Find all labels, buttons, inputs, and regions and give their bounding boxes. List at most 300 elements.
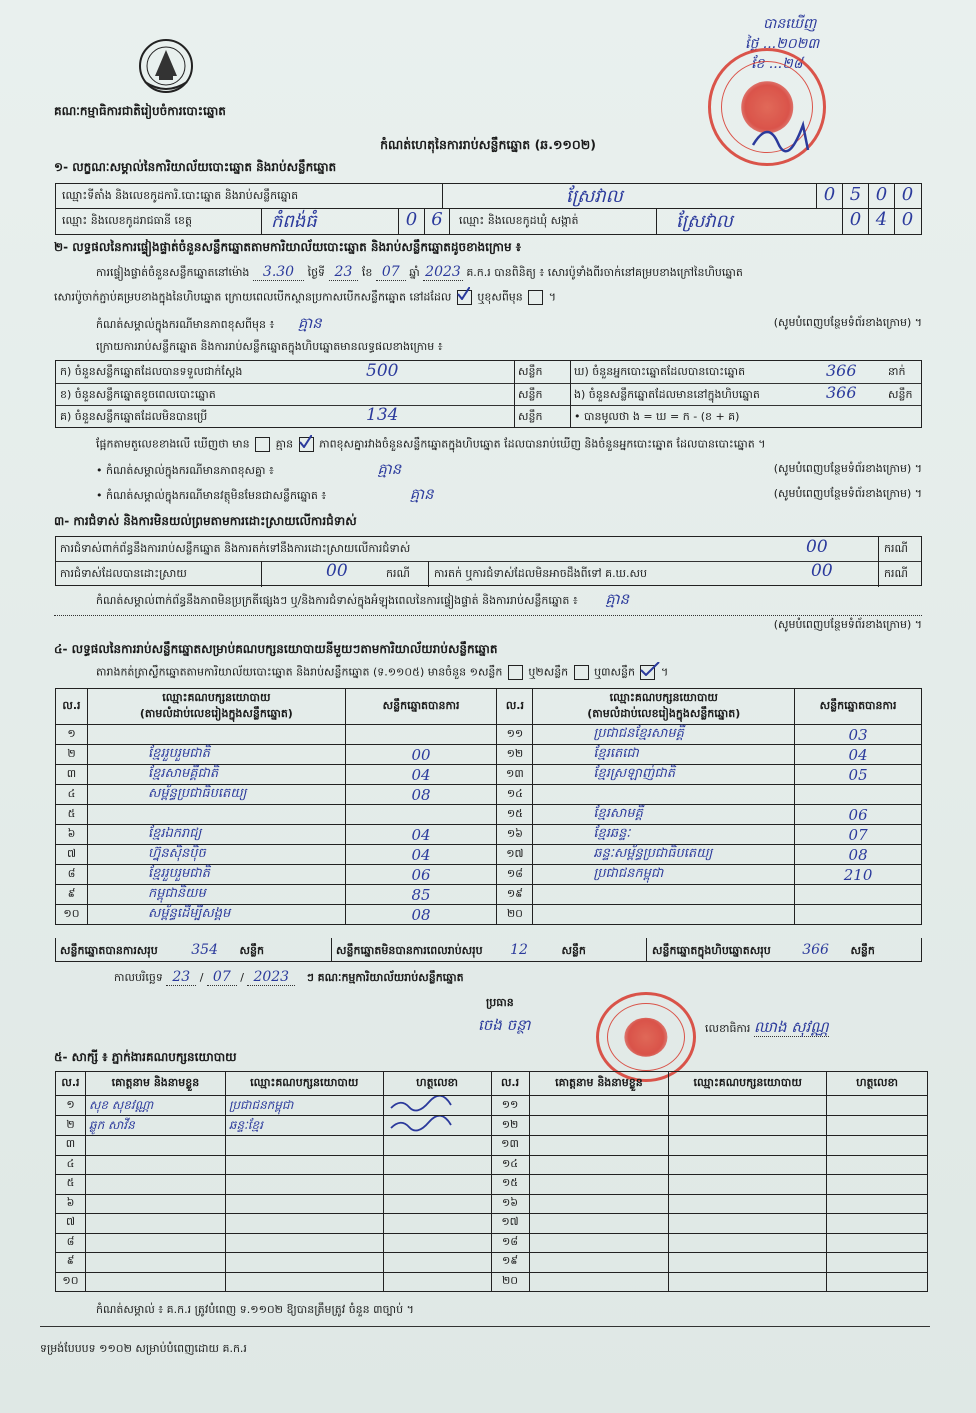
table-row	[56, 765, 922, 785]
has-diff-checkbox[interactable]	[255, 437, 270, 452]
witness-party	[669, 1116, 827, 1136]
commune-code-digit: 0	[842, 209, 868, 234]
objection-row1-value: 00	[806, 537, 828, 557]
footer-form-code: ទម្រង់បែបបទ ១១០២ សម្រាប់បំពេញដោយ គ.ក.រ	[40, 1342, 247, 1355]
witness-party	[669, 1253, 827, 1273]
party-name: កម្ពុជានិយម	[87, 885, 345, 905]
counted-intro: ក្រោយការរាប់សន្លឹកឆ្នោត និងការរាប់សន្លឹកឆ្នោតក្នុងហិបឆ្នោតមានលទ្ធផលខាងក្រោម ៖	[96, 340, 443, 353]
bullet2	[96, 487, 922, 503]
witness-signature	[383, 1175, 491, 1195]
unit-label: សន្លឹក	[239, 944, 264, 957]
witness-signature	[827, 1096, 928, 1116]
objection-note-line2	[54, 615, 922, 632]
witness-name: សុខ សុខវណ្ណា	[85, 1096, 225, 1116]
witness-header-row	[56, 1072, 928, 1096]
note1-line	[96, 316, 922, 332]
unit-label: សន្លឹក	[850, 944, 875, 957]
col-party-sub: (តាមលំដាប់លេខរៀងក្នុងសន្លឹកឆ្នោត)	[587, 706, 741, 720]
row-d-unit: នាក់	[888, 365, 906, 378]
witness-signature	[827, 1116, 928, 1136]
check-mark-icon	[640, 662, 660, 676]
signature-mark-icon	[387, 1096, 457, 1112]
objection-note	[96, 592, 629, 608]
col-name: គោត្តនាម និងនាមខ្លួន	[529, 1072, 669, 1096]
bullet1-suffix: (សូមបំពេញបន្ថែមទំព័រខាងក្រោម) ។	[773, 462, 922, 475]
party-name	[533, 785, 795, 805]
verify-line	[96, 265, 743, 280]
row-number: ២	[56, 745, 88, 765]
party-name: ខ្មែរឆន្ទៈ	[533, 825, 795, 845]
party-name	[87, 805, 345, 825]
witness-name	[85, 1272, 225, 1292]
form-title: កំណត់ហេតុនៃការរាប់សន្លឹកឆ្នោត (ឆ.១១០២)	[380, 137, 596, 152]
table-row	[56, 785, 922, 805]
table-row	[56, 865, 922, 885]
unit-label: សន្លឹក	[518, 365, 543, 378]
col-no: ល.រ	[56, 689, 88, 725]
committee-label: ៗ គណៈកម្មការិយាល័យរាប់សន្លឹកឆ្នោត	[306, 971, 464, 984]
party-name: សម្ព័ន្ធដើម្បីសង្គម	[87, 905, 345, 925]
witness-name	[529, 1233, 669, 1253]
objection-table	[55, 536, 922, 586]
witness-signature	[827, 1175, 928, 1195]
section1-title: ១- លក្ខណៈសម្គាល់នៃការិយាល័យបោះឆ្នោត និងរាប់សន្លឹកឆ្នោត	[54, 160, 337, 174]
unit-label: សន្លឹក	[518, 388, 543, 401]
row-number: ១៨	[497, 865, 533, 885]
row-number: ១៦	[491, 1194, 529, 1214]
row-number: ១១	[497, 725, 533, 745]
compare-text: ផ្អែកតាមតួលេខខាងលើ ឃើញថា មាន	[96, 437, 250, 451]
verify-line2: សោរប៉ូចាក់ភ្ជាប់គម្របខាងក្នុងនៃហិបឆ្នោត ក្រោយពេលបើកស្ថានប្រកាសបើកសន្លឹកឆ្នោត នៅដដែល ឬខុសពីមុន ។	[54, 290, 556, 305]
col-name: គោត្តនាម និងនាមខ្លួន	[85, 1072, 225, 1096]
table-row	[56, 845, 922, 865]
witness-party	[225, 1233, 383, 1253]
commune-value: ស្រែវាល	[676, 211, 733, 232]
witness-party	[225, 1272, 383, 1292]
section2-title: ២- លទ្ធផលនៃការផ្ទៀងផ្ទាត់ចំនួនសន្លឹកឆ្នោតតាមការិយាល័យបោះឆ្នោត និងរាប់សន្លឹកឆ្នោតដូចខាងក្រោម ៖	[54, 240, 522, 254]
witness-signature	[827, 1214, 928, 1234]
bullet1	[96, 462, 922, 478]
one-sheet-checkbox[interactable]	[508, 665, 523, 680]
row-number: ១៧	[497, 845, 533, 865]
verify-prefix: ការផ្ទៀងផ្ទាត់ចំនួនសន្លឹកឆ្នោតនៅម៉ោង	[96, 266, 250, 279]
total-valid-label: សន្លឹកឆ្នោតបានការសរុប	[60, 944, 158, 957]
row-number: ៥	[56, 1175, 86, 1195]
witness-name	[529, 1214, 669, 1234]
same-checkbox[interactable]	[457, 290, 472, 305]
location-code-digit: 5	[842, 184, 868, 208]
case-label: ករណី	[386, 567, 410, 580]
table-row	[56, 745, 922, 765]
row-number: ១៤	[497, 785, 533, 805]
witness-name	[85, 1253, 225, 1273]
row-number: ១៦	[497, 825, 533, 845]
witness-row	[56, 1253, 928, 1273]
col-party-title: ឈ្មោះគណបក្សនយោបាយ	[609, 690, 718, 704]
vote-count: 210	[795, 865, 922, 885]
different-option-label: ឬខុសពីមុន	[477, 290, 523, 304]
footer-note: កំណត់សម្គាល់ ៖ គ.ក.រ ត្រូវបំពេញ ទ.១១០២ ឱ្យបានត្រឹមត្រូវ ចំនួន ៣ច្បាប់ ។	[96, 1303, 414, 1316]
witness-signature	[383, 1272, 491, 1292]
total-box-label: សន្លឹកឆ្នោតក្នុងហិបឆ្នោតសរុប	[652, 944, 771, 957]
witness-signature	[827, 1272, 928, 1292]
witness-name	[529, 1096, 669, 1116]
vote-count: 06	[795, 805, 922, 825]
section4-title: ៤- លទ្ធផលនៃការរាប់សន្លឹកឆ្នោតសម្រាប់គណបក្សនយោបាយនីមួយៗតាមការិយាល័យរាប់សន្លឹកឆ្នោត	[54, 642, 498, 656]
no-diff-label: គ្មាន	[275, 437, 294, 451]
party-name: ខ្មែររួបរួមជាតិ	[87, 745, 345, 765]
province-row	[55, 209, 922, 235]
witness-name	[85, 1214, 225, 1234]
party-name: ខ្មែរសាមគ្គី	[533, 805, 795, 825]
vote-count: 08	[795, 845, 922, 865]
received-note-line: ខែ ...២៨	[751, 56, 803, 72]
row-number: ៦	[56, 1194, 86, 1214]
row-d-label: ឃ) ចំនួនអ្នកបោះឆ្នោតដែលបានបោះឆ្នោត	[574, 365, 746, 378]
total-box-value: 366	[802, 942, 829, 958]
col-sign: ហត្ថលេខា	[827, 1072, 928, 1096]
counts-table	[55, 360, 922, 428]
witness-row	[56, 1136, 928, 1156]
row-number: ៧	[56, 845, 88, 865]
vote-count	[795, 885, 922, 905]
row-number: ៤	[56, 1155, 86, 1175]
total-invalid-value: 12	[510, 942, 528, 958]
col-votes: សន្លឹកឆ្នោតបានការ	[345, 689, 497, 725]
bullet2-value: គ្មាន	[409, 485, 434, 503]
witness-party: ប្រជាជនកម្ពុជា	[225, 1096, 383, 1116]
unit-label: សន្លឹក	[888, 388, 913, 401]
vote-count: 08	[345, 905, 497, 925]
witness-party	[669, 1214, 827, 1234]
row-a-label: ក) ចំនួនសន្លឹកឆ្នោតដែលបានទទួលជាក់ស្តែង	[60, 365, 243, 378]
vote-count	[795, 785, 922, 805]
witness-table-body	[56, 1096, 928, 1292]
col-sign: ហត្ថលេខា	[383, 1072, 491, 1096]
witness-signature	[383, 1096, 491, 1116]
signature-mark-icon	[387, 1116, 457, 1132]
witness-signature	[383, 1253, 491, 1273]
objection-note-value: គ្មាន	[605, 590, 630, 608]
witness-party	[225, 1194, 383, 1214]
compare-rest: ភាពខុសគ្នារវាងចំនួនសន្លឹកឆ្នោតក្នុងហិបឆ្នោត ដែលបានរាប់ឃើញ និងចំនួនអ្នកបោះឆ្នោត ដែលបានបោះឆ្នោត ។	[319, 437, 766, 451]
different-checkbox[interactable]	[528, 290, 543, 305]
secretary-label: លេខាធិការ	[705, 1022, 751, 1035]
note1-label: កំណត់សម្គាល់ក្នុងករណីមានភាពខុសពីមុន ៖	[96, 318, 275, 331]
witness-party	[225, 1175, 383, 1195]
province-label: ឈ្មោះ និងលេខកូដរាជធានី ខេត្ត	[62, 214, 192, 227]
no-diff-checkbox[interactable]	[299, 437, 314, 452]
witness-row	[56, 1272, 928, 1292]
vote-count	[345, 805, 497, 825]
row-number: ១	[56, 1096, 86, 1116]
vote-count: 07	[795, 825, 922, 845]
total-valid-value: 354	[191, 942, 218, 958]
col-votes: សន្លឹកឆ្នោតបានការ	[795, 689, 922, 725]
witness-name	[85, 1233, 225, 1253]
table-row	[56, 905, 922, 925]
row-number: ២	[56, 1116, 86, 1136]
row-number: ៨	[56, 1233, 86, 1253]
witness-name	[529, 1253, 669, 1273]
col-party-sub: (តាមលំដាប់លេខរៀងក្នុងសន្លឹកឆ្នោត)	[139, 706, 293, 720]
witness-signature	[827, 1253, 928, 1273]
party-name: ប្រជាជនខ្មែរសាមគ្គី	[533, 725, 795, 745]
party-name: សម្ព័ន្ធប្រជាធិបតេយ្យ	[87, 785, 345, 805]
date-line: កាលបរិច្ឆេទ 23 / 07 / 2023 ៗ គណៈកម្មការិយាល័យរាប់សន្លឹកឆ្នោត	[114, 969, 464, 985]
col-party	[533, 689, 795, 725]
row-number: ៦	[56, 825, 88, 845]
two-sheets-label: ឬ២សន្លឹក	[528, 665, 569, 679]
commune-label: ឈ្មោះ និងលេខកូដឃុំ សង្កាត់	[459, 214, 579, 227]
row-number: ១០	[56, 1272, 86, 1292]
date-year: 2023	[247, 969, 295, 986]
check-mark-icon	[299, 435, 312, 448]
province-code-digit: 0	[398, 209, 424, 234]
note1-value: គ្មាន	[297, 314, 322, 332]
witness-table	[55, 1071, 928, 1292]
party-name: ខ្មែររួបរួមជាតិ	[87, 865, 345, 885]
case-label: ករណី	[884, 567, 908, 580]
row-number: ១១	[491, 1096, 529, 1116]
row-number: ១៥	[491, 1175, 529, 1195]
objection-row2b-value: 00	[811, 561, 833, 581]
row-a-value: 500	[366, 361, 399, 381]
witness-name: ឆ្លូក សាវីន	[85, 1116, 225, 1136]
section4-intro: តារាងកត់ត្រាស្លឹកឆ្នោតតាមការិយាល័យបោះឆ្នោត និងរាប់សន្លឹកឆ្នោត (ទ.១១០៥) មានចំនួន ១សន្លឹក	[96, 665, 503, 679]
location-code-digit: 0	[894, 184, 920, 208]
witness-name	[85, 1136, 225, 1156]
table-row	[56, 885, 922, 905]
witness-name	[85, 1175, 225, 1195]
commune-code-digit: 0	[894, 209, 920, 234]
row-number: ១៥	[497, 805, 533, 825]
witness-signature	[383, 1214, 491, 1234]
witness-signature	[383, 1194, 491, 1214]
witness-signature	[827, 1136, 928, 1156]
col-party: ឈ្មោះគណបក្សនយោបាយ	[669, 1072, 827, 1096]
witness-name	[85, 1194, 225, 1214]
witness-row	[56, 1194, 928, 1214]
witness-party: ឆន្ទៈខ្មែរ	[225, 1116, 383, 1136]
witness-name	[529, 1136, 669, 1156]
row-number: ៥	[56, 805, 88, 825]
date-month: 07	[207, 969, 237, 986]
verify-day: 23	[329, 264, 359, 281]
witness-signature	[383, 1155, 491, 1175]
vote-count: 04	[345, 825, 497, 845]
three-sheets-checkbox[interactable]	[640, 665, 655, 680]
commune-code-digit: 4	[868, 209, 894, 234]
party-results-table	[55, 688, 922, 925]
row-number: ១០	[56, 905, 88, 925]
row-number: ៩	[56, 885, 88, 905]
party-name: ខ្មែរឯករាជ្យ	[87, 825, 345, 845]
section5-title: ៥- សាក្សី ៖ ភ្នាក់ងារគណបក្សនយោបាយ	[54, 1050, 237, 1064]
witness-party	[669, 1155, 827, 1175]
year-label: ឆ្នាំ	[409, 266, 420, 279]
verify-year: 2023	[425, 264, 461, 280]
objection-note-suffix: (សូមបំពេញបន្ថែមទំព័រខាងក្រោម) ។	[773, 618, 922, 631]
col-no: ល.រ	[497, 689, 533, 725]
bullet2-suffix: (សូមបំពេញបន្ថែមទំព័រខាងក្រោម) ។	[773, 487, 922, 500]
witness-signature	[827, 1155, 928, 1175]
objection-row2a-label: ការជំទាស់ដែលបានដោះស្រាយ	[60, 567, 187, 580]
table-row	[56, 805, 922, 825]
row-c-label: គ) ចំនួនសន្លឹកឆ្នោតដែលមិនបានប្រើ	[60, 410, 208, 423]
row-number: ៧	[56, 1214, 86, 1234]
table-header-row	[56, 689, 922, 725]
day-label: ថ្ងៃទី	[307, 266, 326, 279]
date-day: 23	[166, 969, 196, 986]
received-note-line: បានឃើញ	[763, 16, 817, 32]
location-label: ឈ្មោះទីតាំង និងលេខកូដការិ.បោះឆ្នោត និងរាប់សន្លឹកឆ្នោត	[62, 189, 299, 202]
col-no: ល.រ	[56, 1072, 86, 1096]
witness-name	[529, 1175, 669, 1195]
location-code-digit: 0	[816, 184, 842, 208]
row-number: ១៧	[491, 1214, 529, 1234]
party-name	[533, 885, 795, 905]
objection-row2b-label: ការតក់ ឬការជំទាស់ដែលមិនអាចដឹងពីទៅ គ.ឃ.សប	[434, 567, 647, 580]
total-box	[652, 943, 875, 958]
received-note-line: ថ្ងៃ ...២០២៣	[745, 36, 820, 52]
month-label: ខែ	[361, 266, 373, 279]
party-name: ហ្វ៊ុនស៊ិនប៉ិច	[87, 845, 345, 865]
witness-signature	[383, 1116, 491, 1136]
witness-row	[56, 1214, 928, 1234]
location-row	[55, 183, 922, 209]
row-number: ១២	[497, 745, 533, 765]
witness-name	[529, 1116, 669, 1136]
location-code-digit: 0	[868, 184, 894, 208]
secretary-line	[705, 1020, 829, 1036]
col-party-title: ឈ្មោះគណបក្សនយោបាយ	[162, 690, 271, 704]
party-table-body	[56, 725, 922, 925]
row-number: ៣	[56, 1136, 86, 1156]
witness-party	[225, 1253, 383, 1273]
vote-count: 04	[345, 845, 497, 865]
row-e-label: ង) ចំនួនសន្លឹកឆ្នោតដែលមាននៅក្នុងហិបឆ្នោត	[574, 388, 760, 401]
witness-name	[529, 1272, 669, 1292]
witness-party	[669, 1272, 827, 1292]
president-label: ប្រធាន	[486, 996, 514, 1009]
verify-time: 3.30	[253, 264, 304, 281]
objection-row2a-value: 00	[326, 561, 348, 581]
party-name: ខ្មែរស្រឡាញ់ជាតិ	[533, 765, 795, 785]
party-name	[87, 725, 345, 745]
two-sheets-checkbox[interactable]	[574, 665, 589, 680]
vote-count: 00	[345, 745, 497, 765]
witness-party	[225, 1136, 383, 1156]
party-name	[533, 905, 795, 925]
totals-row	[55, 938, 922, 962]
verify-month: 07	[376, 264, 406, 281]
row-number: ១៤	[491, 1155, 529, 1175]
row-number: ២០	[491, 1272, 529, 1292]
witness-signature	[827, 1233, 928, 1253]
section3-title: ៣- ការជំទាស់ និងការមិនយល់ព្រមតាមការដោះស្រាយលើការជំទាស់	[54, 514, 357, 528]
bullet2-label: • កំណត់សម្គាល់ក្នុងករណីមានវត្ថុមិនមែនជាសន្លឹកឆ្នោត ៖	[96, 489, 327, 502]
witness-row	[56, 1175, 928, 1195]
row-number: ១៣	[491, 1136, 529, 1156]
witness-name	[85, 1155, 225, 1175]
col-no: ល.រ	[491, 1072, 529, 1096]
official-stamp-bottom	[596, 992, 696, 1082]
total-valid	[60, 943, 264, 958]
row-d-value: 366	[826, 361, 857, 380]
col-party: ឈ្មោះគណបក្សនយោបាយ	[225, 1072, 383, 1096]
witness-signature	[383, 1136, 491, 1156]
total-invalid-label: សន្លឹកឆ្នោតមិនបានការពេលរាប់សរុប	[336, 944, 483, 957]
witness-row	[56, 1233, 928, 1253]
witness-row	[56, 1096, 928, 1116]
party-name: ខ្មែរតេជោ	[533, 745, 795, 765]
vote-count	[795, 905, 922, 925]
date-label: កាលបរិច្ឆេទ	[114, 971, 163, 984]
row-number: ១	[56, 725, 88, 745]
formula: • បានមូលថា ង = ឃ = ក - (ខ + គ)	[574, 410, 740, 423]
vote-count	[345, 725, 497, 745]
province-code-digit: 6	[424, 209, 450, 234]
unit-label: សន្លឹក	[561, 944, 586, 957]
witness-party	[669, 1136, 827, 1156]
note1-suffix: (សូមបំពេញបន្ថែមទំព័រខាងក្រោម) ។	[773, 316, 922, 329]
secretary-signature: ឈាង សុវណ្ណ	[753, 1018, 829, 1036]
bullet1-value: គ្មាន	[377, 460, 402, 478]
witness-party	[669, 1233, 827, 1253]
total-invalid	[336, 943, 586, 958]
section4-intro-line: តារាងកត់ត្រាស្លឹកឆ្នោតតាមការិយាល័យបោះឆ្នោត និងរាប់សន្លឹកឆ្នោត (ទ.១១០៥) មានចំនួន ១សន្លឹក ឬ២សន្លឹក ឬ៣សន្លឹក ។	[96, 665, 668, 680]
witness-party	[225, 1214, 383, 1234]
party-name: ឆន្ទៈសម្ព័ន្ធប្រជាធិបតេយ្យ	[533, 845, 795, 865]
row-number: ១៩	[491, 1253, 529, 1273]
witness-name	[529, 1194, 669, 1214]
table-row	[56, 825, 922, 845]
case-label: ករណី	[884, 542, 908, 555]
party-name: ខ្មែរសាមគ្គីជាតិ	[87, 765, 345, 785]
province-value: កំពង់ធំ	[271, 211, 317, 232]
committee-emblem-icon	[135, 36, 197, 96]
check-mark-icon	[457, 287, 470, 300]
vote-count: 05	[795, 765, 922, 785]
verify-suffix: គ.ក.រ បានពិនិត្យ ៖ សោរប៉ូទាំងពីរចាក់នៅគម្របខាងក្រៅនៃហិបឆ្នោត	[466, 266, 743, 279]
witness-name	[529, 1155, 669, 1175]
objection-row1-label: ការជំទាស់ពាក់ព័ន្ធនឹងការរាប់សន្លឹកឆ្នោត និងការតក់ទៅនឹងការដោះស្រាយលើការជំទាស់	[60, 542, 411, 555]
witness-signature	[827, 1194, 928, 1214]
vote-count: 06	[345, 865, 497, 885]
table-row	[56, 725, 922, 745]
row-b-label: ខ) ចំនួនសន្លឹកឆ្នោតខូចពេលបោះឆ្នោត	[60, 388, 216, 401]
row-e-value: 366	[826, 383, 857, 402]
three-sheets-label: ឬ៣សន្លឹក	[594, 665, 635, 679]
vote-count: 08	[345, 785, 497, 805]
party-name: ប្រជាជនកម្ពុជា	[533, 865, 795, 885]
witness-signature	[383, 1233, 491, 1253]
col-party	[87, 689, 345, 725]
witness-row	[56, 1116, 928, 1136]
witness-party	[669, 1175, 827, 1195]
compare-line	[96, 437, 765, 452]
row-number: ១២	[491, 1116, 529, 1136]
location-value: ស្រែវាល	[566, 186, 623, 207]
row-number: ១៣	[497, 765, 533, 785]
vote-count: 85	[345, 885, 497, 905]
unit-label: សន្លឹក	[518, 410, 543, 423]
verify-line2-text: សោរប៉ូចាក់ភ្ជាប់គម្របខាងក្នុងនៃហិបឆ្នោត ក្រោយពេលបើកស្ថានប្រកាសបើកសន្លឹកឆ្នោត នៅដដែល	[54, 290, 452, 304]
witness-party	[225, 1155, 383, 1175]
row-number: ៨	[56, 865, 88, 885]
row-number: ៤	[56, 785, 88, 805]
